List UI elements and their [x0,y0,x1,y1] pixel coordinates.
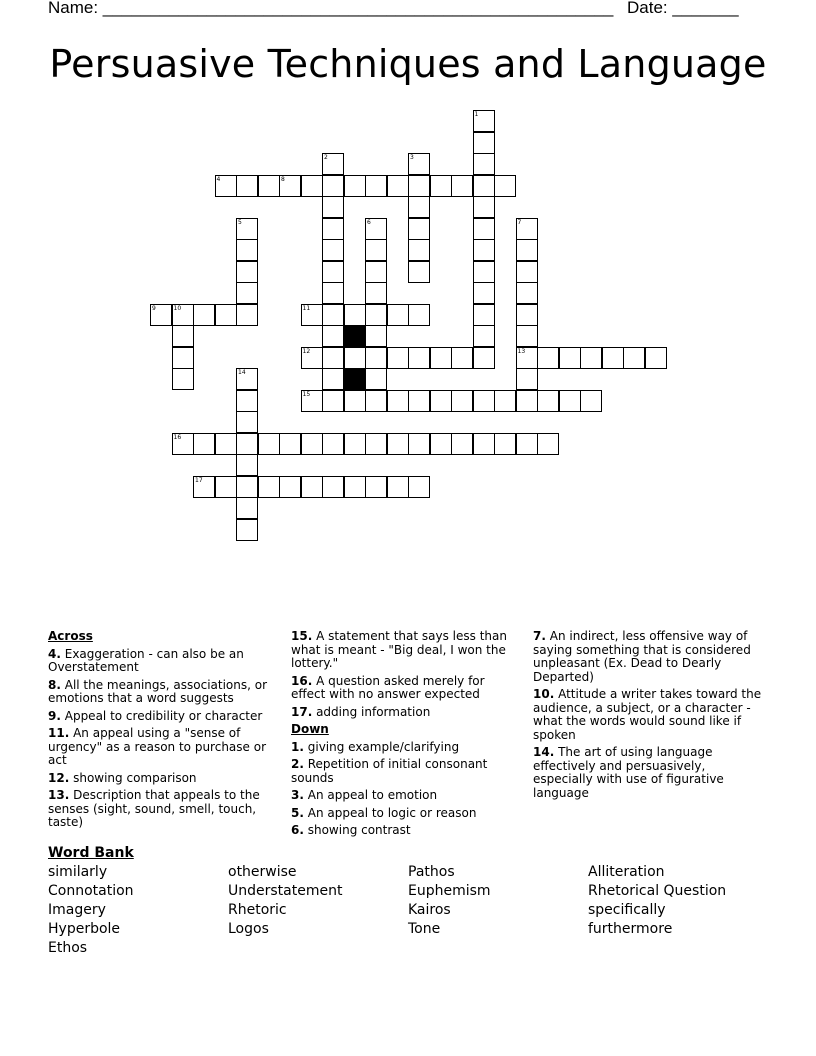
clue-number: 9. [48,708,61,723]
grid-cell[interactable] [344,433,366,455]
grid-cell[interactable] [408,433,430,455]
clue-number: 14 [238,369,246,376]
grid-cell[interactable] [322,390,344,412]
grid-cell[interactable] [344,390,366,412]
grid-cell[interactable] [172,347,194,369]
grid-cell[interactable] [236,411,258,433]
grid-cell[interactable] [172,433,194,455]
word-bank-item: Pathos [408,864,455,880]
grid-cell[interactable] [645,347,667,369]
grid-cell[interactable] [236,175,258,197]
grid-cell[interactable] [516,218,538,240]
grid-cell[interactable] [602,347,624,369]
grid-cell[interactable] [322,261,344,283]
grid-cell[interactable] [365,239,387,261]
grid-cell[interactable] [408,261,430,283]
grid-cell[interactable] [430,433,452,455]
word-bank-item: Connotation [48,883,134,899]
grid-cell[interactable] [322,347,344,369]
clue-text: The art of using language effectively and persuasively, especially with use of figurative language [533,745,724,800]
clue-number: 5. [291,805,304,820]
grid-cell[interactable] [408,347,430,369]
grid-cell[interactable] [322,196,344,218]
grid-cell[interactable] [473,239,495,261]
word-bank-item: Understatement [228,883,343,899]
grid-cell[interactable] [301,390,323,412]
word-bank-item: Hyperbole [48,921,121,937]
word-bank-title: Word Bank [48,845,134,861]
grid-cell[interactable] [172,325,194,347]
grid-cell[interactable] [322,175,344,197]
name-field[interactable]: Name: ______________________________________________________ [48,0,614,17]
clue-number: 10. [533,687,555,701]
grid-cell[interactable] [344,476,366,498]
clue-number: 16 [173,433,182,441]
grid-cell[interactable] [473,196,495,218]
grid-cell[interactable] [516,433,538,455]
grid-cell[interactable] [215,304,237,326]
clue-number: 7. [533,629,546,643]
clue-text: A statement that says less than what is meant - "Big deal, I won the lottery." [291,629,507,670]
grid-cell[interactable] [236,304,258,326]
grid-cell[interactable] [322,153,344,175]
clue-number: 15 [302,390,311,398]
grid-cell[interactable] [301,347,323,369]
clue [291,824,519,838]
word-bank-item: Alliteration [588,864,665,880]
grid-cell[interactable] [322,282,344,304]
grid-cell[interactable] [150,304,172,326]
word-bank-item: Kairos [408,902,451,918]
grid-cell[interactable] [365,476,387,498]
grid-cell[interactable] [215,175,237,197]
clue-text: Exaggeration - can also be an Overstatement [48,646,244,674]
clue [48,710,276,724]
clue [48,648,276,675]
clue [48,772,276,786]
grid-cell[interactable] [365,218,387,240]
grid-cell[interactable] [580,390,602,412]
grid-cell[interactable] [236,476,258,498]
grid-cell[interactable] [473,175,495,197]
grid-cell[interactable] [623,347,645,369]
grid-cell[interactable] [516,390,538,412]
grid-cell[interactable] [215,433,237,455]
grid-cell[interactable] [516,304,538,326]
grid-cell[interactable] [387,175,409,197]
clue-text: Repetition of initial consonant sounds [291,757,488,785]
clue [291,789,519,803]
word-bank-item: similarly [48,864,108,880]
clue-number: 11. [48,726,70,740]
grid-cell[interactable] [365,325,387,347]
grid-cell[interactable] [451,175,473,197]
grid-cell[interactable] [473,347,495,369]
grid-cell[interactable] [344,175,366,197]
word-bank-item: specifically [588,902,666,918]
word-bank-item: Tone [408,921,441,937]
clue-number: 11 [302,304,311,312]
grid-cell[interactable] [301,476,323,498]
grid-cell[interactable] [408,218,430,240]
grid-cell[interactable] [258,433,280,455]
clue [533,688,765,742]
grid-cell[interactable] [236,519,258,541]
grid-cell[interactable] [473,110,495,132]
grid-cell[interactable] [473,304,495,326]
grid-cell[interactable] [236,454,258,476]
clue [48,727,276,768]
grid-cell[interactable] [258,476,280,498]
clue-text: giving example/clarifying [303,739,460,754]
grid-cell[interactable] [451,390,473,412]
clue-text: An appeal to logic or reason [303,805,477,820]
grid-cell[interactable] [258,175,280,197]
clue-number: 12 [302,347,311,355]
clue-number: 2. [291,757,304,771]
grid-cell[interactable] [172,304,194,326]
grid-cell[interactable] [408,390,430,412]
across-heading: Across [48,629,93,643]
clue [291,675,519,702]
grid-cell[interactable] [365,390,387,412]
clue-text: A question asked merely for effect with no answer expected [291,673,485,701]
grid-cell[interactable] [387,347,409,369]
grid-cell[interactable] [408,304,430,326]
clue [533,746,765,800]
word-bank-item: Rhetoric [228,902,287,918]
clue-number: 6. [291,823,304,837]
word-bank-item: Imagery [48,902,106,918]
clue-number: 8 [281,175,285,183]
grid-cell[interactable] [236,239,258,261]
grid-cell[interactable] [473,261,495,283]
clue-number: 5 [238,218,242,226]
clue-number: 14. [533,745,555,759]
clue-number: 4. [48,646,61,661]
grid-cell[interactable] [387,390,409,412]
grid-cell[interactable] [301,175,323,197]
grid-cell[interactable] [236,282,258,304]
grid-cell[interactable] [516,261,538,283]
grid-cell[interactable] [516,325,538,347]
clue-number: 4 [216,175,221,183]
grid-cell[interactable] [322,239,344,261]
grid-cell[interactable] [365,261,387,283]
grid-cell[interactable] [516,347,538,369]
grid-cell[interactable] [408,476,430,498]
grid-cell[interactable] [473,132,495,154]
grid-cell[interactable] [236,433,258,455]
clue-text: All the meanings, associations, or emotions that a word suggests [48,677,268,705]
clue-number: 1. [291,739,304,754]
clue-number: 16. [291,673,313,688]
clue-text: Appeal to credibility or character [60,708,263,723]
clue-number: 7 [517,218,522,226]
grid-cell[interactable] [322,368,344,390]
clue [533,630,765,684]
grid-cell[interactable] [215,476,237,498]
grid-cell[interactable] [494,433,516,455]
grid-cell[interactable] [473,433,495,455]
clue-number: 6 [367,218,371,226]
grid-cell[interactable] [408,196,430,218]
grid-cell[interactable] [473,390,495,412]
grid-cell[interactable] [473,153,495,175]
clue-text: An appeal using a "sense of urgency" as a reason to purchase or act [48,726,267,767]
grid-cell[interactable] [236,497,258,519]
grid-cell[interactable] [236,261,258,283]
clues-column-1 [48,630,276,834]
clue-number: 3 [410,154,414,161]
clue-text: adding information [312,704,431,719]
grid-cell[interactable] [322,325,344,347]
grid-cell[interactable] [537,433,559,455]
grid-cell[interactable] [387,304,409,326]
grid-cell[interactable] [516,368,538,390]
grid-cell[interactable] [322,218,344,240]
grid-cell[interactable] [451,433,473,455]
word-bank-item: Rhetorical Question [588,883,727,899]
grid-cell[interactable] [494,175,516,197]
grid-cell[interactable] [559,347,581,369]
clue-number: 2 [324,154,328,161]
clue-number: 13 [517,347,526,355]
grid-cell[interactable] [516,239,538,261]
grid-cell[interactable] [322,304,344,326]
word-bank-item: otherwise [228,864,297,880]
grid-cell[interactable] [344,304,366,326]
grid-cell[interactable] [193,304,215,326]
clue-number: 12. [48,770,70,785]
word-bank-item: furthermore [588,921,673,937]
clue [48,789,276,830]
clue [48,679,276,706]
grid-cell[interactable] [301,304,323,326]
grid-cell[interactable] [193,476,215,498]
grid-cell[interactable] [279,476,301,498]
grid-cell[interactable] [473,218,495,240]
clue [291,758,519,785]
clue-number: 13. [48,788,70,802]
grid-cell[interactable] [408,175,430,197]
clue-number: 3. [291,788,304,802]
grid-cell[interactable] [473,325,495,347]
grid-cell[interactable] [365,175,387,197]
grid-cell[interactable] [387,433,409,455]
clue-text: showing comparison [69,770,197,785]
grid-cell[interactable] [301,433,323,455]
grid-cell[interactable] [516,282,538,304]
grid-cell[interactable] [236,368,258,390]
grid-cell[interactable] [537,390,559,412]
clues-column-3 [533,630,765,804]
grid-block [344,325,366,347]
grid-cell[interactable] [473,282,495,304]
clue-number: 17. [291,704,313,719]
grid-cell[interactable] [494,390,516,412]
clue-text: An indirect, less offensive way of saying something that is considered unpleasant (Ex. Dead to Dearly Departed) [533,629,751,684]
grid-cell[interactable] [365,282,387,304]
grid-cell[interactable] [430,347,452,369]
grid-cell[interactable] [537,347,559,369]
clue-number: 1 [474,111,479,118]
grid-cell[interactable] [387,476,409,498]
grid-cell[interactable] [193,433,215,455]
grid-cell[interactable] [279,433,301,455]
grid-cell[interactable] [322,476,344,498]
word-bank-item: Euphemism [408,883,491,899]
grid-cell[interactable] [430,175,452,197]
word-bank-item: Ethos [48,940,88,956]
grid-cell[interactable] [451,347,473,369]
grid-cell[interactable] [365,433,387,455]
grid-cell[interactable] [236,390,258,412]
clue-number: 10 [173,304,182,312]
word-bank-item: Logos [228,921,269,937]
grid-cell[interactable] [365,304,387,326]
clue-number: 17 [195,476,203,484]
clue-text: showing contrast [303,823,411,837]
clue-number: 8. [48,677,61,692]
grid-cell[interactable] [408,153,430,175]
clue-text: An appeal to emotion [303,788,438,802]
grid-cell[interactable] [279,175,301,197]
clue [291,630,519,671]
grid-cell[interactable] [344,347,366,369]
clue-text: Description that appeals to the senses (sight, sound, smell, touch, taste) [48,788,260,829]
clue-number: 9 [152,304,156,312]
page-title: Persuasive Techniques and Language [49,42,767,86]
grid-cell[interactable] [559,390,581,412]
grid-cell[interactable] [365,368,387,390]
down-heading: Down [291,722,329,736]
grid-cell[interactable] [408,239,430,261]
clue [291,706,519,720]
grid-cell[interactable] [172,368,194,390]
grid-block [344,368,366,390]
clues-column-2 [291,630,519,842]
clue-text: Attitude a writer takes toward the audience, a subject, or a character - what the words would sound like if spoken [533,687,762,742]
date-field[interactable]: Date: _______ [627,0,739,17]
clue [291,741,519,755]
grid-cell[interactable] [365,347,387,369]
grid-cell[interactable] [580,347,602,369]
grid-cell[interactable] [236,218,258,240]
clue [291,807,519,821]
grid-cell[interactable] [322,433,344,455]
grid-cell[interactable] [430,390,452,412]
clue-number: 15. [291,629,313,643]
